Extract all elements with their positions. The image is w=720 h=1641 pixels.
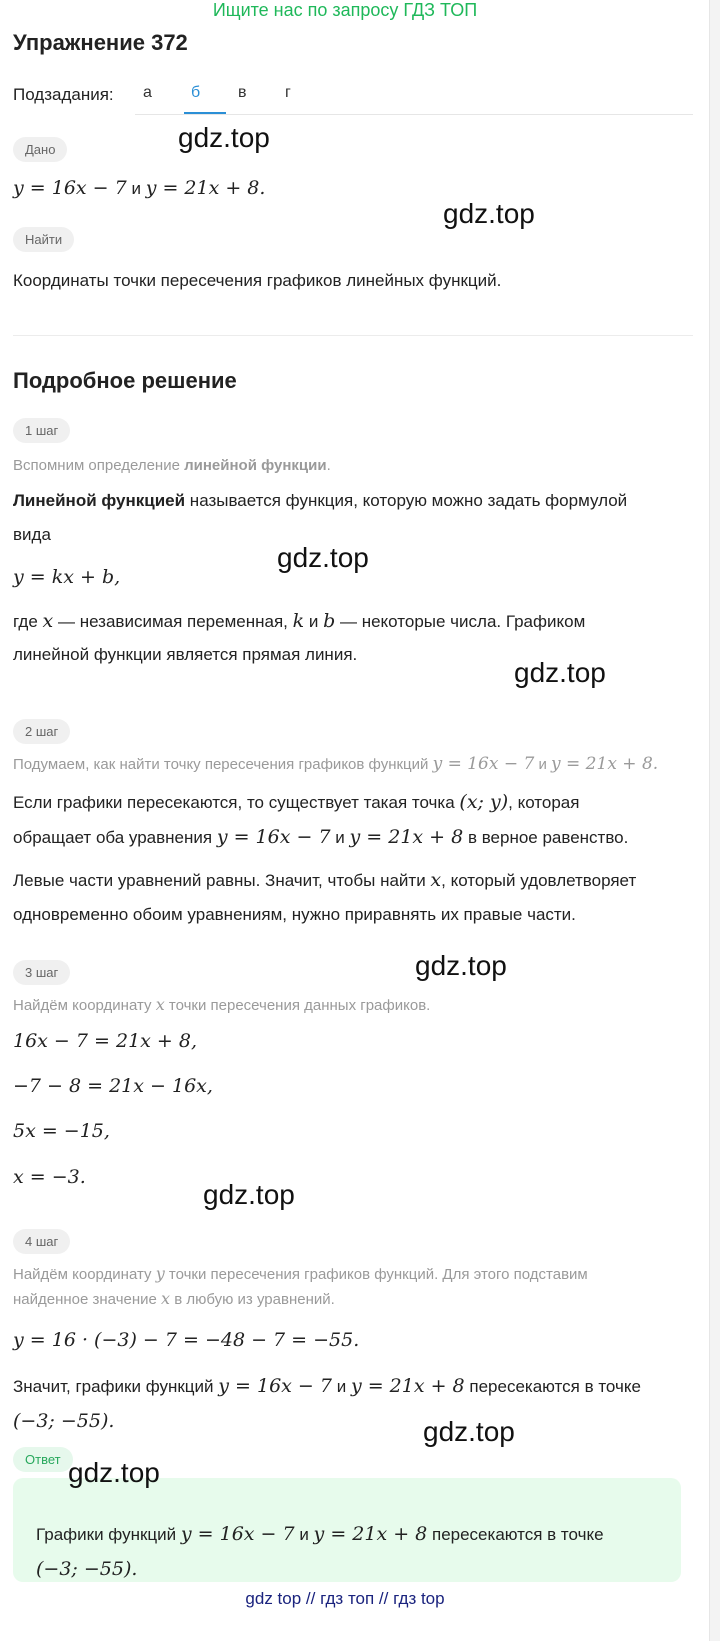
step1-l1-k: k (292, 610, 305, 632)
promo-banner[interactable]: Ищите нас по запросу ГДЗ ТОП (212, 0, 478, 20)
step2-p3-a: Левые части уравнений равны. Значит, чтобы найти (13, 871, 431, 890)
step1-l1-bb: b (323, 610, 336, 632)
step2-para2 (13, 820, 628, 855)
step1-l1-c: и (304, 612, 324, 631)
answer-l1-eq2: y = 21x + 8 (313, 1523, 428, 1545)
step1-definition-line1 (13, 484, 627, 518)
step2-hint-eq2: y = 21x + 8. (551, 754, 659, 774)
watermark: gdz.top (423, 1416, 515, 1447)
step2-hint-and: и (534, 756, 552, 773)
tab-a[interactable]: а (143, 84, 152, 101)
step4-hint1-y: y (155, 1264, 165, 1283)
given-eq2: y = 21x + 8. (145, 177, 266, 199)
subtask-tabs (135, 76, 693, 115)
step2-p1-point: (x; y) (459, 791, 509, 813)
given-conj: и (131, 179, 141, 198)
tab-g[interactable]: г (285, 84, 291, 101)
step3-chip: 3 шаг (13, 960, 70, 985)
given-text (13, 171, 265, 206)
step4-calc: y = 16 · (−3) − 7 = −48 − 7 = −55. (13, 1329, 360, 1351)
answer-l1-and: и (294, 1525, 314, 1544)
step4-c1-eq2: y = 21x + 8 (350, 1375, 465, 1397)
step2-p1-a: Если графики пересекаются, то существует такая точка (13, 793, 460, 812)
step1-def-bold: Линейной функцией (13, 491, 186, 510)
step2-p3-b: , который удовлетворяет (441, 871, 637, 890)
watermark: gdz.top (203, 1179, 295, 1210)
step2-p2-b: в верное равенство. (463, 828, 629, 847)
step3-eq-2: −7 − 8 = 21x − 16x, (13, 1075, 213, 1097)
watermark: gdz.top (68, 1457, 160, 1488)
step4-hint1-b: точки пересечения графиков функций. Для этого подставим (164, 1266, 588, 1283)
step2-chip: 2 шаг (13, 719, 70, 744)
subtasks-label: Подзадания: (13, 85, 114, 104)
active-tab-indicator (184, 112, 226, 114)
step2-para1 (13, 785, 579, 820)
answer-l1-b: пересекаются в точке (427, 1525, 604, 1544)
tab-b[interactable]: б (191, 84, 201, 101)
step1-hint-bold: линейной функции (184, 457, 327, 474)
step2-p2-and: и (330, 828, 350, 847)
answer-line1 (36, 1517, 604, 1552)
find-chip: Найти (13, 227, 74, 252)
watermark: gdz.top (178, 122, 270, 153)
step2-para4: одновременно обоим уравнениям, нужно приравнять их правые части. (13, 905, 576, 924)
step2-hint-a: Подумаем, как найти точку пересечения графиков функций (13, 756, 433, 773)
step3-hint (13, 993, 430, 1018)
step4-c1-eq1: y = 16x − 7 (218, 1375, 332, 1397)
step4-c1-b: пересекаются в точке (464, 1377, 641, 1396)
step1-hint-prefix: Вспомним определение (13, 457, 185, 474)
watermark: gdz.top (514, 657, 606, 688)
step4-conclusion-line2: (−3; −55). (13, 1410, 115, 1432)
step1-explanation-line1 (13, 604, 585, 639)
step4-c1-and: и (331, 1377, 351, 1396)
step1-chip: 1 шаг (13, 418, 70, 443)
step2-hint-eq1: y = 16x − 7 (432, 754, 535, 774)
answer-line2: (−3; −55). (36, 1558, 138, 1580)
step1-definition-line2: вида (13, 525, 51, 544)
step1-hint-suffix: . (326, 457, 331, 474)
step3-hint-b: точки пересечения данных графиков. (164, 997, 431, 1014)
answer-l1-a: Графики функций (36, 1525, 181, 1544)
step4-hint1-a: Найдём координату (13, 1266, 156, 1283)
step3-eq-3: 5x = −15, (13, 1120, 110, 1142)
step1-explanation-line2: линейной функции является прямая линия. (13, 645, 358, 664)
given-chip: Дано (13, 137, 67, 162)
step1-hint (13, 454, 331, 478)
answer-chip: Ответ (13, 1447, 73, 1472)
step2-p3-x: x (430, 869, 442, 891)
given-eq1: y = 16x − 7 (13, 177, 127, 199)
watermark: gdz.top (415, 950, 507, 981)
step4-chip: 4 шаг (13, 1229, 70, 1254)
page-scrollbar[interactable] (709, 0, 720, 1641)
step4-hint2-x: x (161, 1289, 171, 1308)
step4-conclusion-line1 (13, 1369, 641, 1404)
step2-p2-eq1: y = 16x − 7 (216, 826, 331, 848)
step3-hint-x: x (155, 995, 165, 1014)
watermark: gdz.top (443, 198, 535, 229)
step2-p2-eq2: y = 21x + 8 (349, 826, 464, 848)
step1-formula: y = kx + b, (13, 566, 121, 588)
tab-v[interactable]: в (238, 84, 247, 101)
step2-hint (13, 752, 658, 777)
step1-l1-b: — независимая переменная, (53, 612, 293, 631)
step4-c1-a: Значит, графики функций (13, 1377, 219, 1396)
step3-hint-a: Найдём координату (13, 997, 156, 1014)
footer-links[interactable]: gdz top // гдз топ // гдз top (245, 1589, 445, 1608)
page-title: Упражнение 372 (13, 30, 188, 55)
step4-hint2-a: найденное значение (13, 1291, 162, 1308)
answer-l1-eq1: y = 16x − 7 (180, 1523, 295, 1545)
step2-para3 (13, 863, 636, 898)
watermark: gdz.top (277, 542, 369, 573)
step2-p2-a: обращает оба уравнения (13, 828, 217, 847)
step4-hint-line1 (13, 1262, 588, 1287)
step1-l1-x: x (42, 610, 54, 632)
find-text: Координаты точки пересечения графиков линейных функций. (13, 271, 502, 290)
step4-hint-line2 (13, 1287, 335, 1312)
step1-l1-d: — некоторые числа. Графиком (335, 612, 586, 631)
step1-def-rest: называется функция, которую можно задать формулой (185, 491, 628, 510)
step4-hint2-b: в любую из уравнений. (170, 1291, 335, 1308)
solution-title: Подробное решение (13, 368, 237, 393)
step3-eq-1: 16x − 7 = 21x + 8, (13, 1030, 197, 1052)
step1-l1-a: где (13, 612, 43, 631)
section-divider (13, 335, 693, 336)
step2-p1-b: , которая (508, 793, 580, 812)
step3-eq-4: x = −3. (13, 1166, 86, 1188)
